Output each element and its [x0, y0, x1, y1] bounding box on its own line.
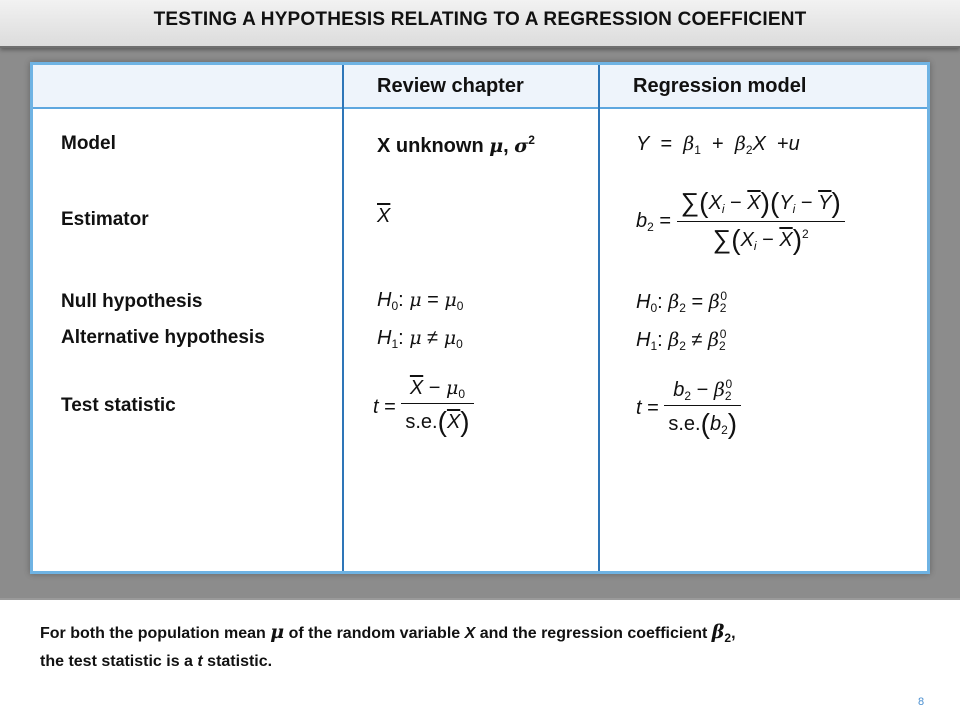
- row-label-alternative-hypothesis: Alternative hypothesis: [61, 327, 265, 348]
- column-header-regression: Regression model: [633, 75, 807, 97]
- row-label-test-statistic: Test statistic: [61, 395, 176, 416]
- estimator-regression-formula: $b_2$ = $\frac{\sum(X_i - \overline{X})(Y_i - \overline{Y})}{\sum(X_i - \overline{X})^2}$: [636, 187, 845, 256]
- model-regression-formula: $Y = \beta_1 + \beta_2X +u$: [636, 133, 800, 157]
- model-review-formula: X unknown μ, $\sigma^2$: [377, 133, 535, 157]
- null-hypothesis-review: $H_0$: $\mu = \mu_0$: [377, 289, 464, 313]
- test-statistic-review: t = $\frac{\overline{X} - \mu_0}{s.e.(\overline{X})}$: [373, 377, 474, 438]
- estimator-review-formula: $\overline{X}$: [377, 205, 391, 227]
- row-label-estimator: Estimator: [61, 209, 149, 230]
- footer-note: [0, 598, 960, 722]
- column-divider-2: [598, 65, 600, 571]
- row-label-null-hypothesis: Null hypothesis: [61, 291, 203, 312]
- page-number: 8: [918, 696, 925, 708]
- column-header-review: Review chapter: [377, 75, 524, 97]
- row-label-model: Model: [61, 133, 116, 154]
- footer-text: For both the population mean μ of the random variable X and the regression coefficient $\beta_2$, the test statistic is a t statistic.: [40, 621, 736, 670]
- null-hypothesis-regression: $H_0$: $\beta_2 = \beta_2^0$: [636, 289, 728, 315]
- comparison-table: [30, 62, 930, 574]
- alternative-hypothesis-review: $H_1$: $\mu \ne \mu_0$: [377, 327, 463, 351]
- test-statistic-regression: t = $\frac{b_2 - \beta_2^0}{s.e.(b_2)}$: [636, 377, 741, 440]
- alternative-hypothesis-regression: $H_1$: $\beta_2 \ne \beta_2^0$: [636, 327, 727, 353]
- column-divider-1: [342, 65, 344, 571]
- slide-title: TESTING A HYPOTHESIS RELATING TO A REGRESSION COEFFICIENT: [153, 9, 807, 30]
- title-bar: [0, 0, 960, 48]
